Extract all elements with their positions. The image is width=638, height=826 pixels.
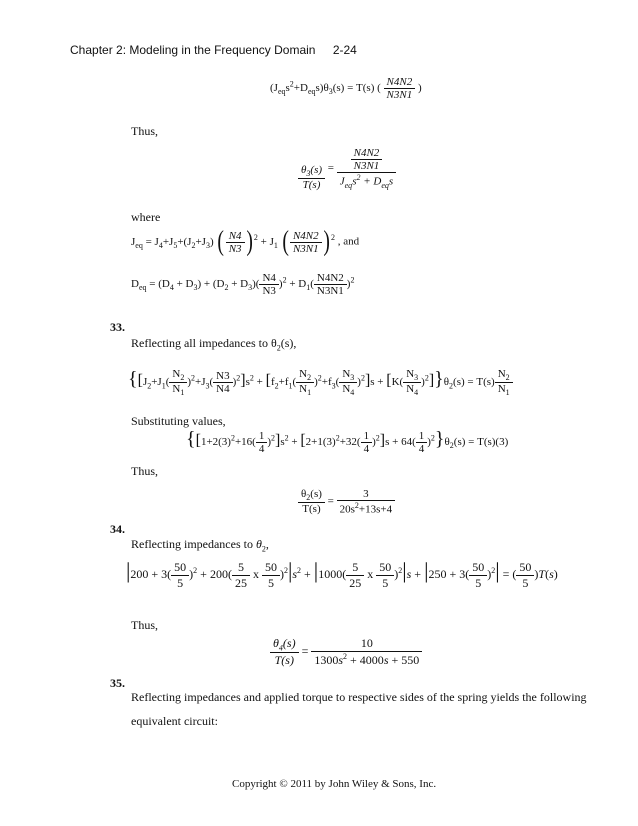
- p34-tf-lhs-num: $\theta_4(s)$: [273, 636, 296, 653]
- p33-tf-rhs-num: 3: [363, 488, 369, 500]
- p34-tf-rhs-den: $1300s^2 + 4000s + 550$: [311, 651, 422, 668]
- problem-34-equation: |200 + 3( $\frac{50}{5}$ )$^2$ + 200( $\frac{5}{25}$ x $\frac{50}{5}$ )$^2|s^2 + |1000$( $\frac{5}{25}$ x $\frac{50}{5}$ )$^2$|s + |250 + 3( $\frac{50}{5}$ )$^2$| = ( $\frac{50}{5}$ )T(s): [126, 558, 558, 590]
- jeq-f1-den: N3: [226, 242, 245, 255]
- chapter-title: Chapter 2: Modeling in the Frequency Domain: [70, 43, 316, 57]
- tf1-equation: $\frac{\theta_3(s)}{T(s)}$ = $\frac{\frac{N4N2}{N3N1}}{J_{eq}s^2 + D_{eq}s}$: [298, 146, 396, 191]
- problem-33-number: 33.: [110, 320, 125, 334]
- deq-f2-den: N3N1: [314, 284, 347, 297]
- jeq-f1-num: N4: [228, 229, 242, 242]
- jeq-lhs: $J_{eq} = J_4+J_5+(J_2+J_3)$: [131, 235, 214, 250]
- problem-33-transfer-function: $\frac{\theta_2(s)}{T(s)}$ = $\frac{3}{20s^2+13s+4}$: [298, 488, 395, 516]
- problem-35-number: 35.: [110, 676, 125, 690]
- page-number: 2-24: [332, 43, 357, 57]
- substituting-label: Substituting values,: [131, 414, 226, 428]
- where-label: where: [131, 210, 161, 224]
- thus-label-33: Thus,: [131, 464, 158, 478]
- p34-tf-lhs-den: T(s): [270, 652, 299, 668]
- deq-lhs: $D_{eq} = (D_4 + D_3) + (D_2 + D_3)$(: [131, 278, 260, 293]
- jeq-tail: , and: [337, 235, 360, 248]
- tf1-rhs-den: $J_{eq}s^2 + D_{eq}s$: [337, 172, 396, 190]
- jeq-f2-num: N4N2: [292, 229, 319, 242]
- thus-label-34: Thus,: [131, 618, 158, 632]
- copyright-footer: Copyright © 2011 by John Wiley & Sons, Inc.: [232, 778, 437, 790]
- deq-f1-num: N4: [262, 272, 276, 284]
- tf1-lhs-den: T(s): [298, 178, 325, 191]
- problem-34-intro: Reflecting impedances to $\theta_2$,: [131, 537, 269, 554]
- problem-34-transfer-function: $\frac{\theta_4(s)}{T(s)}$ = $\frac{10}{1300s^2 + 4000s + 550}$: [270, 636, 422, 668]
- jeq-mid: + $J_1$: [260, 235, 278, 250]
- p33-tf-lhs-num: $\theta_2(s)$: [301, 488, 322, 503]
- tf1-inner-num: N4N2: [353, 147, 380, 160]
- problem-33-substituted-equation: {[$1+2(3)^2+16$( $\frac{1}{4}$ )$^2]s^2 + [2+1(3)^2+32$( $\frac{1}{4}$ )$^2$]s + 64( $\frac{1}{4}$ )$^2\}\theta_2(s) = T(s)(3)$: [186, 428, 509, 455]
- thus-label: Thus,: [131, 124, 158, 138]
- chapter-header: [70, 43, 357, 57]
- top-eq-text: $(J_{eq}s^2+D_{eq}s)\theta_3(s) = T(s)$ (: [270, 79, 381, 97]
- problem-33-equation: {[$J_2+J_1$( $\frac{N_2}{N_1}$ )$^2+J_3$( $\frac{N3}{N4}$ )$^2]s^2 + [f_2+f_1$( $\frac{N_2}{N_1}$ )$^2+f_3$( $\frac{N_3}{N_4}$ )$^2$]s + [K( $\frac{N_3}{N_4}$ )$^2]\}\theta_2(s) = T(s)$ $\frac{N_2}{N_1}$: [128, 368, 513, 397]
- tf1-lhs-num: $\theta_3(s)$: [301, 164, 323, 179]
- top-eq-den: N3N1: [384, 88, 416, 101]
- tf1-inner-den: N3N1: [351, 159, 383, 172]
- problem-33-intro: Reflecting all impedances to $\theta_2(s)$,: [131, 336, 297, 353]
- p33-tf-lhs-den: T(s): [298, 502, 325, 515]
- tf1-rhs-num: [337, 147, 396, 172]
- problem-34-number: 34.: [110, 522, 125, 536]
- jeq-f2-den: N3N1: [290, 242, 322, 255]
- problem-35-line1: Reflecting impedances and applied torque to respective sides of the spring yields the following: [131, 690, 587, 704]
- tf1-rhs: [337, 147, 396, 190]
- deq-f1-den: N3: [259, 284, 278, 297]
- problem-35-line2: equivalent circuit:: [131, 714, 218, 728]
- top-equation: [270, 76, 422, 101]
- top-eq-close: ): [417, 82, 422, 95]
- p34-tf-rhs-num: 10: [360, 636, 373, 651]
- deq-equation: $D_{eq} = (D_4 + D_3) + (D_2 + D_3)$( $\frac{N4}{N3}$ )$^2 + D_1$( $\frac{N4N2}{N3N1}$ )$^2$: [131, 272, 355, 297]
- tf1-lhs: [298, 164, 325, 191]
- deq-f2-num: N4N2: [316, 272, 344, 284]
- jeq-equation: $J_{eq} = J_4+J_5+(J_2+J_3)$ ( $\frac{N4}{N3}$ )$^2 + J_1$ ( $\frac{N4N2}{N3N1}$ )$^2$ , and: [131, 226, 360, 257]
- top-eq-num: N4N2: [386, 76, 413, 88]
- top-eq-fraction: [384, 76, 416, 101]
- p33-tf-rhs-den: $20s^2+13s+4$: [337, 500, 395, 516]
